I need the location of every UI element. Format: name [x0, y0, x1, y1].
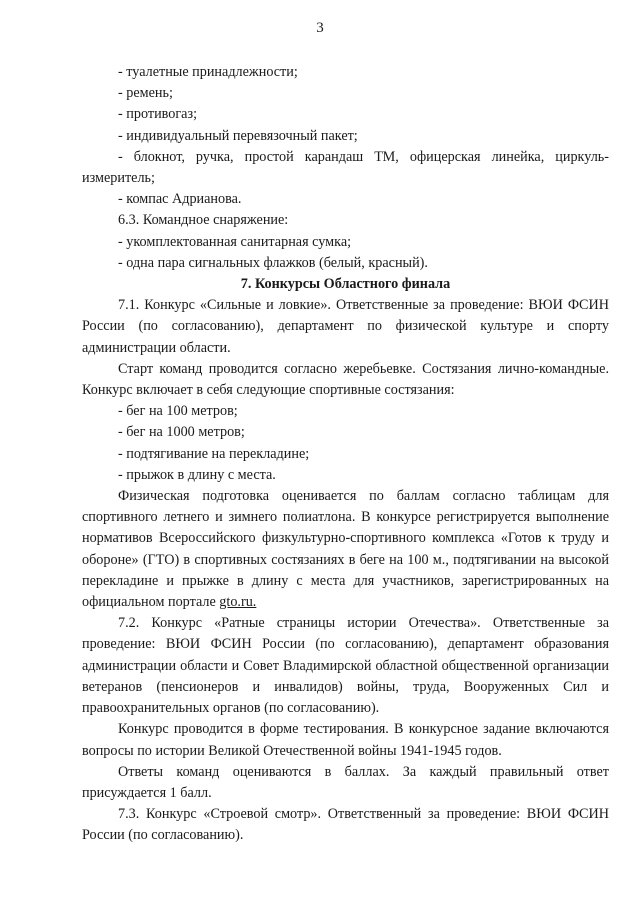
- list-item: - бег на 100 метров;: [118, 403, 238, 420]
- list-item: - блокнот, ручка, простой карандаш ТМ, офицерская линейка, циркуль-измеритель;: [82, 148, 609, 187]
- subsection-title: 6.3. Командное снаряжение:: [118, 212, 289, 229]
- list-item: - подтягивание на перекладине;: [118, 445, 310, 462]
- list-item: - противогаз;: [118, 106, 198, 123]
- paragraph: Старт команд проводится согласно жеребьевке. Состязания лично-командные. Конкурс включает в себя следующие спортивные состязания:: [82, 360, 609, 399]
- list-item: - одна пара сигнальных флажков (белый, красный).: [118, 254, 428, 271]
- document-body: [82, 62, 609, 847]
- paragraph: 7.3. Конкурс «Строевой смотр». Ответственный за проведение: ВЮИ ФСИН России (по согласованию).: [82, 806, 609, 844]
- page-number: 3: [316, 20, 324, 36]
- list-item: - индивидуальный перевязочный пакет;: [118, 127, 358, 144]
- paragraph: 7.1. Конкурс «Сильные и ловкие». Ответственные за проведение: ВЮИ ФСИН России (по согласованию), департамент по физической культуре и спорту администрации области.: [82, 297, 609, 356]
- paragraph: Конкурс проводится в форме тестирования. В конкурсное задание включаются вопросы по истории Великой Отечественной войны 1941-1945 годов.: [82, 721, 609, 759]
- list-item: - прыжок в длину с места.: [118, 466, 276, 483]
- gto-link[interactable]: gto.ru.: [219, 594, 257, 611]
- list-item: - туалетные принадлежности;: [118, 64, 298, 80]
- paragraph: Ответы команд оцениваются в баллах. За каждый правильный ответ присуждается 1 балл.: [82, 763, 609, 801]
- list-item: - компас Адрианова.: [118, 191, 242, 208]
- paragraph: 7.2. Конкурс «Ратные страницы истории Отечества». Ответственные за проведение: ВЮИ ФСИН России (по согласованию), департамент образования администрации области и Совет Владимирской областной общественной организации ветеранов (пенсионеров и инвалидов) войны, труда, Вооруженных Сил и правоохранительных органов (по согласованию).: [82, 615, 609, 717]
- list-item: - укомплектованная санитарная сумка;: [118, 233, 352, 250]
- list-item: - бег на 1000 метров;: [118, 424, 245, 441]
- section-heading: 7. Конкурсы Областного финала: [240, 276, 451, 293]
- paragraph: [82, 486, 609, 613]
- paragraph-text: Физическая подготовка оценивается по баллам согласно таблицам для спортивного летнего и зимнего полиатлона. В конкурсе регистрируется выполнение нормативов Всероссийского физкультурно-спортивного комплекса «Готов к труду и обороне» (ГТО) в спортивных состязаниях в беге на 100 м., подтягивании на высокой перекладине и прыжке в длину с места для участников, зарегистрированных на официальном портале: [82, 488, 609, 611]
- list-item: - ремень;: [118, 85, 173, 102]
